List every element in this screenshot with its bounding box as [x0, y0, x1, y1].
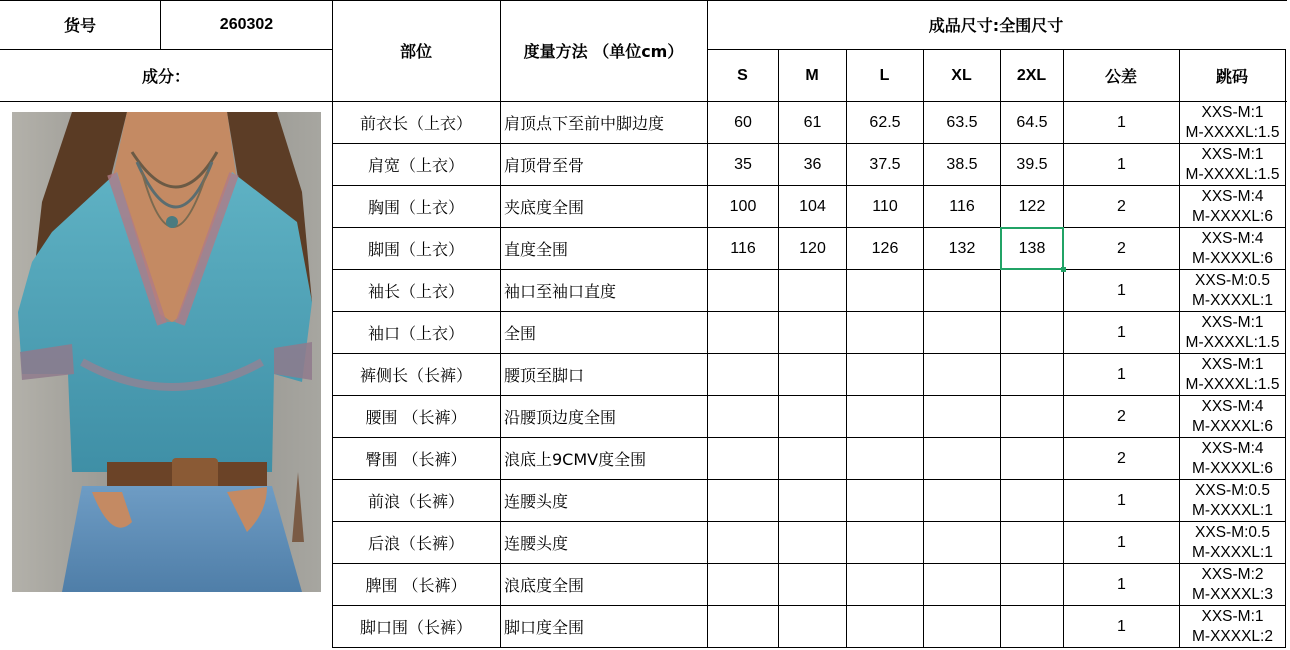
- size-value-cell: [779, 312, 846, 353]
- size-value-cell: [924, 606, 1000, 647]
- size-value-cell: [847, 438, 923, 479]
- size-value-cell: 116: [949, 197, 975, 215]
- grade-cell: [1180, 606, 1285, 647]
- size-value-cell: 104: [799, 197, 826, 215]
- size-value-cell: [708, 354, 778, 395]
- tolerance-cell: 1: [1117, 617, 1126, 635]
- grade-line: M-XXXXL:2: [1192, 627, 1273, 645]
- method-cell: 浪底度全围: [504, 576, 585, 595]
- grade-cell: [1180, 186, 1285, 227]
- method-cell: 肩顶点下至前中脚边度: [504, 114, 665, 133]
- grade-line: XXS-M:0.5: [1195, 481, 1270, 499]
- method-cell: 脚口度全围: [504, 618, 585, 637]
- grade-line: XXS-M:1: [1201, 145, 1264, 163]
- tolerance-cell: 1: [1117, 575, 1126, 593]
- size-value-cell: 35: [734, 155, 752, 173]
- method-cell: 腰顶至脚口: [504, 366, 585, 385]
- part-cell: 肩宽（上衣）: [367, 156, 464, 175]
- size-value-cell: 116: [730, 239, 756, 257]
- part-header: 部位: [399, 42, 432, 61]
- method-cell: 连腰头度: [504, 492, 569, 511]
- size-value-cell: 62.5: [869, 113, 901, 131]
- size-value-cell: [924, 312, 1000, 353]
- size-value-cell: [779, 480, 846, 521]
- grade-line: M-XXXXL:1: [1192, 291, 1273, 309]
- grade-cell: [1180, 354, 1285, 395]
- grade-line: M-XXXXL:1.5: [1185, 165, 1280, 183]
- grade-line: M-XXXXL:1: [1192, 501, 1273, 519]
- size-value-cell: 132: [948, 239, 976, 257]
- method-cell: 直度全围: [504, 240, 569, 259]
- grade-cell: [1180, 312, 1285, 353]
- sizes-title: 成品尺寸:全围尺寸: [928, 16, 1064, 35]
- part-cell: 袖口（上衣）: [367, 324, 464, 343]
- tolerance-cell: 2: [1117, 197, 1126, 215]
- col-line: [1285, 49, 1286, 648]
- method-cell: 连腰头度: [504, 534, 569, 553]
- grade-line: XXS-M:1: [1201, 313, 1264, 331]
- method-cell: 夹底度全围: [504, 198, 585, 217]
- size-value-cell: [847, 354, 923, 395]
- grade-line: XXS-M:1: [1201, 607, 1264, 625]
- size-value-cell: [708, 270, 778, 311]
- part-cell: 脾围 （长裤）: [365, 576, 467, 595]
- size-value-cell: [779, 564, 846, 605]
- size-value-cell: [1001, 396, 1063, 437]
- size-value-cell: [924, 480, 1000, 521]
- size-header-s: S: [737, 66, 748, 84]
- tolerance-cell: 2: [1117, 407, 1126, 425]
- part-cell: 袖长（上衣）: [367, 282, 464, 301]
- method-cell: 肩顶骨至骨: [504, 156, 585, 175]
- tolerance-cell: 1: [1117, 281, 1126, 299]
- size-value-cell: [1001, 564, 1063, 605]
- part-cell: 脚口围（长裤）: [359, 618, 472, 637]
- size-value-cell: 39.5: [1016, 155, 1048, 173]
- grade-line: M-XXXXL:1.5: [1185, 123, 1280, 141]
- grade-line: XXS-M:0.5: [1195, 523, 1270, 541]
- size-value-cell: [779, 396, 846, 437]
- grade-header: 跳码: [1215, 67, 1248, 86]
- part-cell: 后浪（长裤）: [367, 534, 464, 553]
- size-value-cell: [779, 606, 846, 647]
- tolerance-cell: 2: [1117, 449, 1126, 467]
- size-value-cell: [847, 312, 923, 353]
- size-value-cell: 38.5: [946, 155, 978, 173]
- part-cell: 臀围 （长裤）: [365, 450, 467, 469]
- size-header-l: L: [879, 66, 890, 84]
- size-value-cell: [1001, 312, 1063, 353]
- size-value-cell: [708, 606, 778, 647]
- size-value-cell: [924, 438, 1000, 479]
- grade-line: XXS-M:1: [1201, 355, 1264, 373]
- grade-line: M-XXXXL:6: [1192, 249, 1273, 267]
- grade-cell: [1180, 102, 1285, 143]
- grade-cell: [1180, 438, 1285, 479]
- size-value-cell: [708, 564, 778, 605]
- selected-cell-highlight[interactable]: [1000, 227, 1064, 270]
- size-value-cell: [708, 480, 778, 521]
- size-value-cell: 37.5: [869, 155, 901, 173]
- size-value-cell: [779, 522, 846, 563]
- size-value-cell: [847, 270, 923, 311]
- item-no-value: 260302: [219, 15, 274, 33]
- grade-cell: [1180, 480, 1285, 521]
- size-value-cell: 126: [871, 239, 899, 257]
- method-cell: 袖口至袖口直度: [504, 282, 617, 301]
- tolerance-cell: 1: [1117, 155, 1126, 173]
- size-value-cell: [924, 396, 1000, 437]
- tolerance-cell: 1: [1117, 323, 1126, 341]
- method-cell: 浪底上9CMV度全围: [504, 450, 647, 469]
- size-value-cell: [1001, 438, 1063, 479]
- tolerance-cell: 1: [1117, 533, 1126, 551]
- size-value-cell: 120: [799, 239, 826, 257]
- tolerance-cell: 1: [1117, 365, 1126, 383]
- grade-cell: [1180, 228, 1285, 269]
- method-cell: 全围: [504, 324, 537, 343]
- method-header: 度量方法 （单位cm）: [523, 42, 684, 61]
- grade-cell: [1180, 144, 1285, 185]
- method-cell: 沿腰顶边度全围: [504, 408, 617, 427]
- size-value-cell: 122: [1018, 197, 1046, 215]
- size-value-cell: [847, 564, 923, 605]
- size-value-cell: 110: [872, 197, 898, 215]
- size-value-cell: [708, 438, 778, 479]
- size-value-cell: 138: [1018, 239, 1046, 257]
- tolerance-cell: 1: [1117, 113, 1126, 131]
- size-header-m: M: [805, 66, 819, 84]
- grade-line: XXS-M:4: [1201, 439, 1264, 457]
- grade-line: M-XXXXL:6: [1192, 417, 1273, 435]
- grade-line: XXS-M:4: [1201, 187, 1264, 205]
- tolerance-header: 公差: [1104, 67, 1137, 86]
- grade-line: XXS-M:1: [1201, 103, 1264, 121]
- size-value-cell: [847, 396, 923, 437]
- tolerance-cell: 1: [1117, 491, 1126, 509]
- size-value-cell: [708, 522, 778, 563]
- size-value-cell: [924, 270, 1000, 311]
- size-header-xl: XL: [951, 66, 972, 84]
- size-value-cell: 63.5: [946, 113, 978, 131]
- size-value-cell: 61: [803, 113, 822, 131]
- part-cell: 脚围（上衣）: [367, 240, 464, 259]
- size-value-cell: 64.5: [1016, 113, 1048, 131]
- size-value-cell: [924, 522, 1000, 563]
- grade-line: XXS-M:4: [1201, 397, 1264, 415]
- size-value-cell: [779, 354, 846, 395]
- grade-line: XXS-M:2: [1201, 565, 1264, 583]
- size-value-cell: [847, 606, 923, 647]
- size-value-cell: [779, 270, 846, 311]
- size-value-cell: [1001, 480, 1063, 521]
- size-value-cell: [924, 564, 1000, 605]
- size-value-cell: [1001, 606, 1063, 647]
- size-value-cell: [708, 312, 778, 353]
- tolerance-cell: 2: [1117, 239, 1126, 257]
- grade-line: XXS-M:0.5: [1195, 271, 1270, 289]
- size-header-2xl: 2XL: [1016, 66, 1047, 84]
- product-photo-illustration: [12, 112, 321, 592]
- composition-label: 成分：: [141, 67, 190, 86]
- size-value-cell: [1001, 522, 1063, 563]
- grade-line: M-XXXXL:1: [1192, 543, 1273, 561]
- size-value-cell: [847, 522, 923, 563]
- grade-line: M-XXXXL:6: [1192, 459, 1273, 477]
- size-value-cell: [779, 438, 846, 479]
- part-cell: 前浪（长裤）: [367, 492, 464, 511]
- size-value-cell: 36: [803, 155, 822, 173]
- size-value-cell: [847, 480, 923, 521]
- grade-line: XXS-M:4: [1201, 229, 1264, 247]
- grade-cell: [1180, 564, 1285, 605]
- part-cell: 前衣长（上衣）: [359, 114, 472, 133]
- size-value-cell: 60: [734, 113, 752, 131]
- grade-line: M-XXXXL:6: [1192, 207, 1273, 225]
- size-value-cell: [708, 396, 778, 437]
- grade-cell: [1180, 396, 1285, 437]
- part-cell: 腰围 （长裤）: [365, 408, 467, 427]
- item-no-label: 货号: [63, 16, 96, 35]
- grade-cell: [1180, 270, 1285, 311]
- grade-line: M-XXXXL:1.5: [1185, 375, 1280, 393]
- grade-cell: [1180, 522, 1285, 563]
- grade-line: M-XXXXL:3: [1192, 585, 1273, 603]
- size-value-cell: [924, 354, 1000, 395]
- size-value-cell: [1001, 354, 1063, 395]
- part-cell: 裤侧长（长裤）: [359, 366, 472, 385]
- grade-line: M-XXXXL:1.5: [1185, 333, 1280, 351]
- row-line: [332, 647, 1286, 648]
- size-value-cell: [1001, 270, 1063, 311]
- product-photo: [12, 112, 321, 592]
- size-value-cell: 100: [729, 197, 757, 215]
- part-cell: 胸围（上衣）: [367, 198, 464, 217]
